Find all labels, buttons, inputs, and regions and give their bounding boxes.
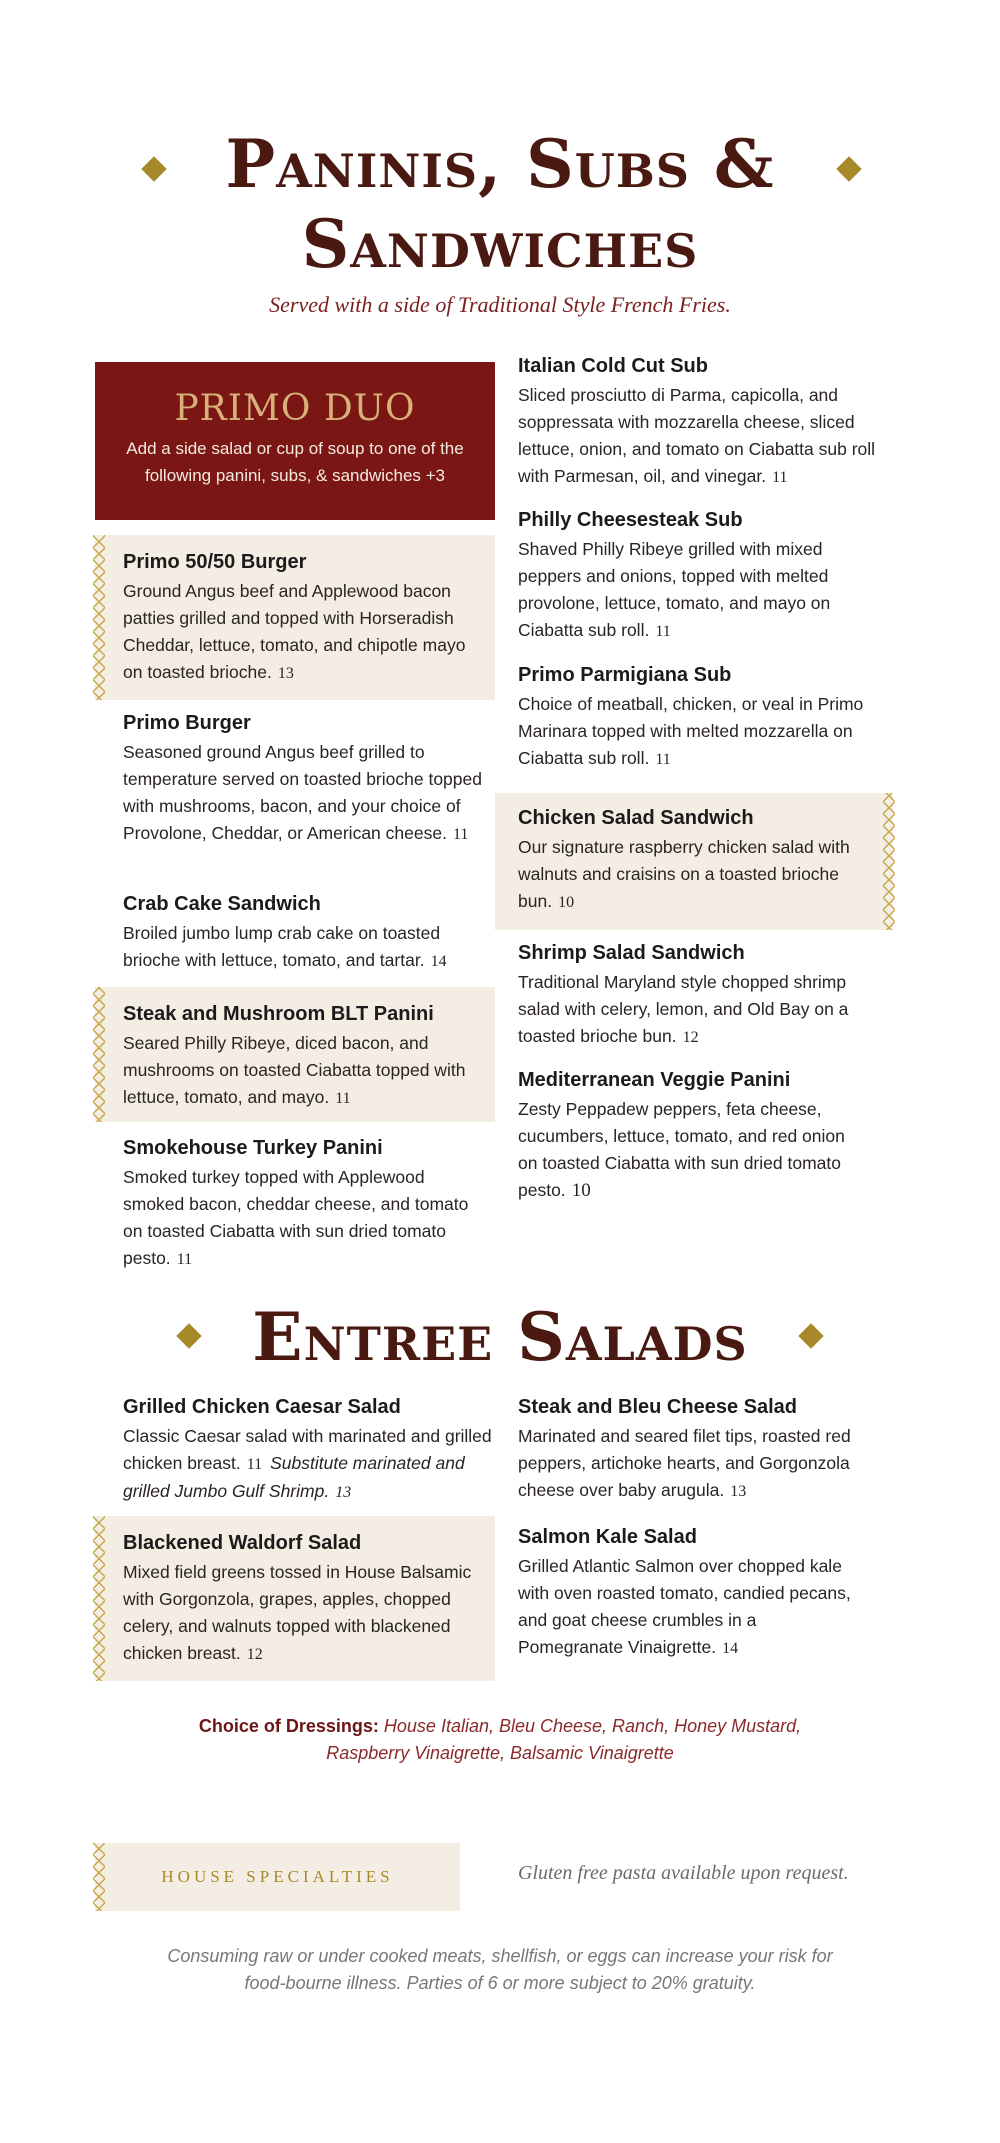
primo-duo-title: PRIMO DUO <box>174 388 416 429</box>
chain-ornament <box>883 793 895 930</box>
item-name: Steak and Mushroom BLT Panini <box>123 1003 434 1025</box>
item-price: 10 <box>571 1180 591 1201</box>
item-price: 12 <box>682 1029 699 1046</box>
dressings-list-line1: House Italian, Bleu Cheese, Ranch, Honey Mustard, <box>383 1716 802 1736</box>
item-description: Classic Caesar salad with marinated and grilled chicken breast. 11 Substitute marinated and grilled Jumbo Gulf Shrimp. 13 <box>123 1426 492 1501</box>
menu-item <box>123 1394 493 1506</box>
chain-ornament <box>93 535 105 700</box>
menu-item <box>123 1530 488 1668</box>
item-description: Grilled Atlantic Salmon over chopped kale with oven roasted tomato, candied pecans, and goat cheese crumbles in a Pomegranate Vinaigrette. 14 <box>518 1556 851 1657</box>
item-description: Zesty Peppadew peppers, feta cheese, cucumbers, lettuce, tomato, and red onion on toasted Ciabatta with sun dried tomato pesto. 10 <box>518 1099 845 1201</box>
item-price: 11 <box>655 623 671 640</box>
disclaimer-line1: Consuming raw or under cooked meats, shellfish, or eggs can increase your risk for <box>167 1946 833 1966</box>
item-description: Choice of meatball, chicken, or veal in Primo Marinara topped with melted mozzarella on Ciabatta sub roll. 11 <box>518 694 864 768</box>
menu-item <box>518 662 883 773</box>
menu-item <box>123 710 483 848</box>
item-price: 14 <box>430 953 447 970</box>
item-substitute: Substitute marinated and grilled Jumbo Gulf Shrimp. <box>123 1453 465 1501</box>
item-name: Shrimp Salad Sandwich <box>518 942 745 964</box>
item-description: Traditional Maryland style chopped shrimp salad with celery, lemon, and Old Bay on a toasted brioche bun. 12 <box>518 972 849 1046</box>
gluten-free-note: Gluten free pasta available upon request. <box>518 1862 849 1884</box>
item-name: Grilled Chicken Caesar Salad <box>123 1396 401 1418</box>
fries-subtitle: Served with a side of Traditional Style French Fries. <box>269 292 731 317</box>
item-name: Steak and Bleu Cheese Salad <box>518 1396 798 1418</box>
item-name: Blackened Waldorf Salad <box>123 1532 362 1554</box>
item-price: 11 <box>655 751 671 768</box>
item-price: 13 <box>730 1483 747 1500</box>
item-price: 11 <box>246 1456 263 1473</box>
item-price: 13 <box>277 665 294 682</box>
item-description: Seasoned ground Angus beef grilled to temperature served on toasted brioche topped with mushrooms, bacon, and your choice of Provolone, Cheddar, or American cheese. 11 <box>123 742 482 843</box>
house-specialties-label: HOUSE SPECIALTIES <box>95 1843 460 1911</box>
item-description: Seared Philly Ribeye, diced bacon, and mushrooms on toasted Ciabatta topped with lettuce, tomato, and mayo. 11 <box>123 1033 466 1107</box>
menu-item <box>518 1067 858 1204</box>
dressings-list-line2: Raspberry Vinaigrette, Balsamic Vinaigrette <box>326 1743 674 1763</box>
item-name: Italian Cold Cut Sub <box>518 355 708 377</box>
menu-item <box>518 507 878 645</box>
disclaimer-line2: food-bourne illness. Parties of 6 or more subject to 20% gratuity. <box>244 1973 756 1993</box>
item-name: Crab Cake Sandwich <box>123 893 321 915</box>
section-title-sandwiches-line2: Sandwiches <box>301 205 699 283</box>
primo-duo-text: Add a side salad or cup of soup to one of the following panini, subs, & sandwiches +3 <box>126 439 464 485</box>
item-name: Primo Parmigiana Sub <box>518 664 732 686</box>
item-substitute-price: 13 <box>335 1484 352 1501</box>
item-description: Smoked turkey topped with Applewood smoked bacon, cheddar cheese, and tomato on toasted Ciabatta with sun dried tomato pesto. 11 <box>123 1167 469 1268</box>
menu-item <box>518 353 878 491</box>
menu-item <box>123 549 483 687</box>
item-description: Mixed field greens tossed in House Balsamic with Gorgonzola, grapes, apples, chopped celery, and walnuts topped with blackened chicken breast. 12 <box>123 1562 472 1663</box>
item-description: Marinated and seared filet tips, roasted red peppers, artichoke hearts, and Gorgonzola cheese over baby arugula. 13 <box>518 1426 851 1500</box>
item-name: Mediterranean Veggie Panini <box>518 1069 791 1091</box>
health-disclaimer <box>0 1943 1000 1997</box>
item-name: Philly Cheesesteak Sub <box>518 509 743 531</box>
chain-ornament <box>93 1843 105 1911</box>
item-price: 14 <box>722 1640 739 1657</box>
menu-item <box>518 1394 878 1505</box>
primo-duo-banner <box>95 362 495 520</box>
menu-item <box>518 805 863 916</box>
section-title-salads: Entree Salads <box>252 1298 748 1376</box>
chain-ornament <box>93 1516 105 1681</box>
item-price: 11 <box>452 826 469 843</box>
menu-item <box>123 1001 488 1112</box>
item-price: 10 <box>558 894 575 911</box>
item-price: 11 <box>335 1090 351 1107</box>
menu-item <box>123 891 488 975</box>
item-name: Chicken Salad Sandwich <box>518 807 754 829</box>
item-description: Ground Angus beef and Applewood bacon patties grilled and topped with Horseradish Cheddar, lettuce, tomato, and chipotle mayo on toasted brioche. 13 <box>123 581 466 682</box>
item-description: Our signature raspberry chicken salad with walnuts and craisins on a toasted brioche bun. 10 <box>518 837 850 911</box>
item-name: Smokehouse Turkey Panini <box>123 1137 383 1159</box>
menu-item <box>123 1135 488 1273</box>
item-description: Shaved Philly Ribeye grilled with mixed peppers and onions, topped with melted provolone, lettuce, tomato, and mayo on Ciabatta sub roll. 11 <box>518 539 831 640</box>
menu-item <box>518 940 870 1051</box>
menu-item <box>518 1524 863 1662</box>
item-price: 11 <box>176 1251 193 1268</box>
dressings-note <box>0 1713 1000 1767</box>
item-price: 12 <box>246 1646 263 1663</box>
item-description: Sliced prosciutto di Parma, capicolla, and soppressata with mozzarella cheese, sliced lettuce, onion, and tomato on Ciabatta sub roll with Parmesan, oil, and vinegar. 11 <box>518 385 876 486</box>
item-name: Primo Burger <box>123 712 251 734</box>
item-name: Salmon Kale Salad <box>518 1526 697 1548</box>
section-title-sandwiches-line1: Paninis, Subs & <box>225 125 775 203</box>
item-price: 11 <box>772 469 788 486</box>
dressings-label: Choice of Dressings: <box>198 1716 379 1736</box>
item-name: Primo 50/50 Burger <box>123 551 307 573</box>
chain-ornament <box>93 987 105 1122</box>
item-description: Broiled jumbo lump crab cake on toasted brioche with lettuce, tomato, and tartar. 14 <box>123 923 447 970</box>
